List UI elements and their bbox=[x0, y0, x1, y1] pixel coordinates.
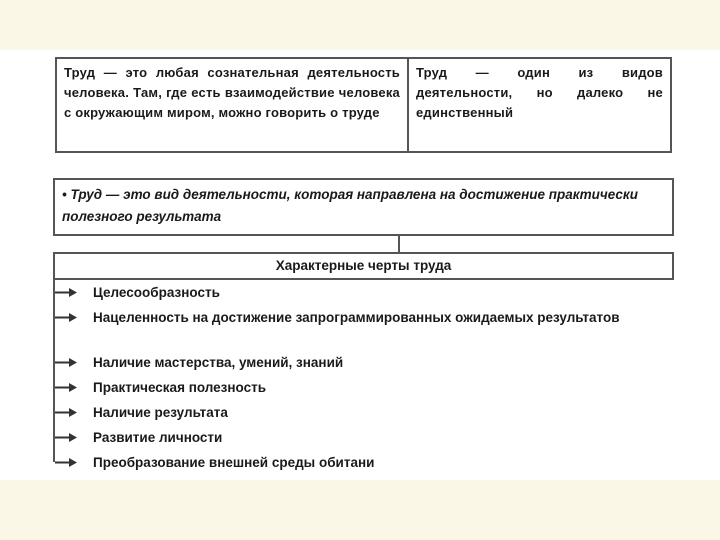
arrow-right-icon bbox=[53, 428, 79, 447]
arrow-right-icon bbox=[53, 353, 79, 372]
table-cell-narrow-definition: Труд — один из видов деятельности, но далеко не единственный bbox=[416, 65, 663, 120]
trait-text: Преобразование внешней среды обитани bbox=[93, 455, 375, 470]
arrow-right-icon bbox=[53, 403, 79, 422]
trait-text: Нацеленность на достижение запрограммированных ожидаемых результатов bbox=[93, 310, 620, 325]
connector-line bbox=[398, 236, 400, 252]
trait-text: Наличие мастерства, умений, знаний bbox=[93, 355, 344, 370]
bottom-decor-band bbox=[0, 480, 720, 540]
arrow-right-icon bbox=[53, 378, 79, 397]
comparison-table bbox=[55, 57, 672, 153]
top-decor-band bbox=[0, 0, 720, 50]
traits-header: Характерные черты труда bbox=[53, 252, 674, 280]
trait-text: Практическая полезность bbox=[93, 380, 267, 395]
arrow-right-icon bbox=[53, 308, 79, 327]
arrow-right-icon bbox=[53, 453, 79, 472]
trait-text: Наличие результата bbox=[93, 405, 228, 420]
arrow-right-icon bbox=[53, 283, 79, 302]
trait-text: Развитие личности bbox=[93, 430, 223, 445]
labor-definition: • Труд — это вид деятельности, которая направлена на достижение практически полезного результата bbox=[53, 178, 674, 236]
table-cell-broad-definition: Труд — это любая сознательная деятельность человека. Там, где есть взаимодействие человека с окружающим миром, можно говорить о труде bbox=[57, 59, 409, 151]
trait-text: Целесообразность bbox=[93, 285, 220, 300]
